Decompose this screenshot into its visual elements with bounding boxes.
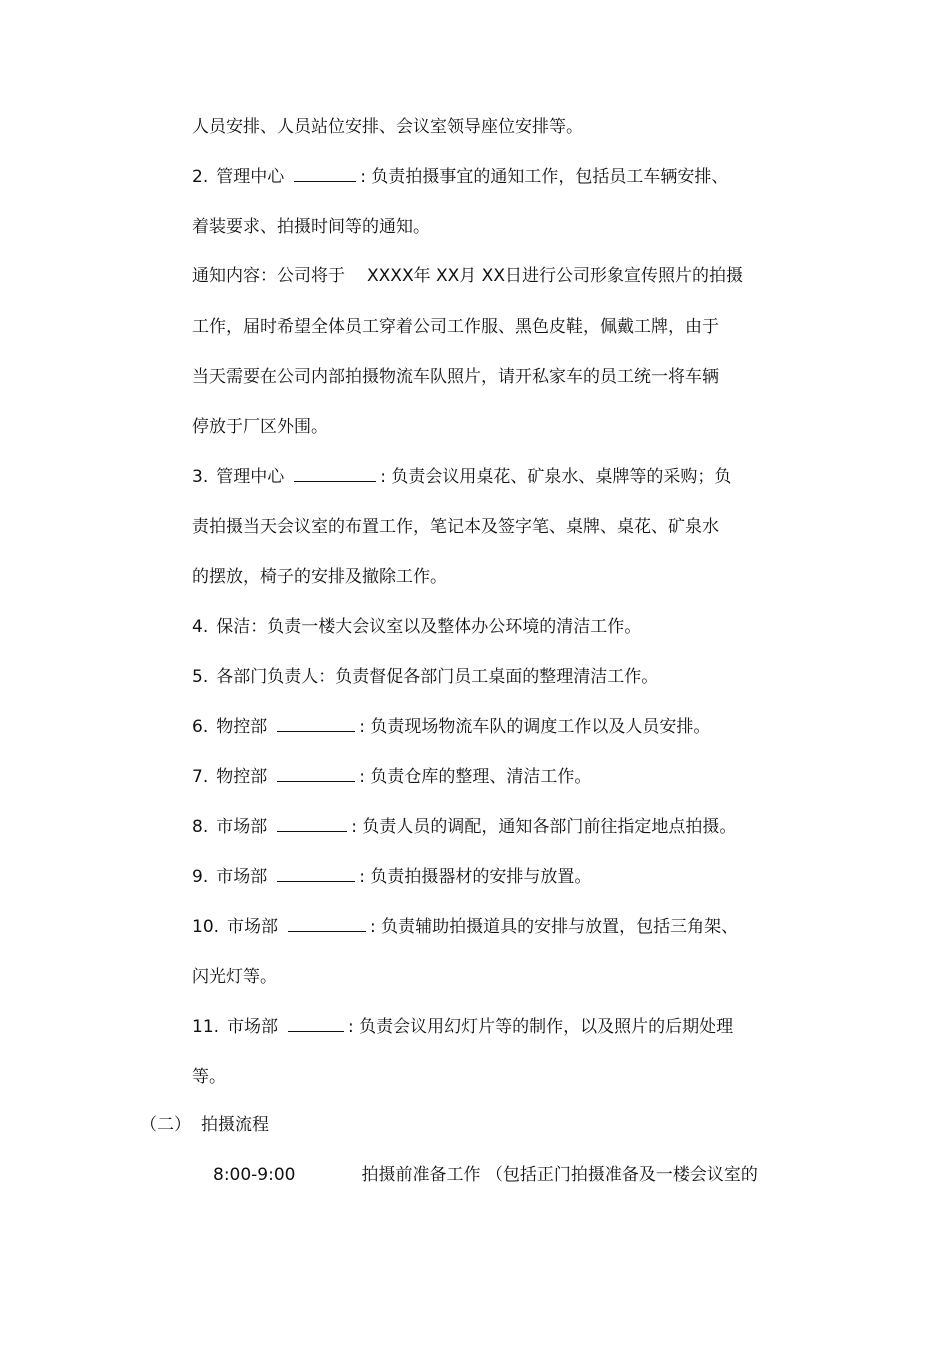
text-line [192,265,743,287]
item-text: : 负责现场物流车队的调度工作以及人员安排。 [359,717,711,737]
text-line [192,416,328,438]
item-number: 8. [192,817,209,837]
list-item-4 [192,616,641,638]
item-text: 各部门负责人：负责督促各部门员工桌面的整理清洁工作。 [216,667,659,687]
text-line [192,316,719,338]
item-dept: 管理中心 [216,467,285,487]
list-item-7 [192,766,591,788]
text-line [192,516,719,538]
text-span: 的摆放，椅子的安排及撤除工作。 [192,567,447,587]
fill-blank [288,917,366,932]
text-span: 停放于厂区外围。 [192,417,328,437]
fill-blank [277,867,355,882]
text-span: 工作，届时希望全体员工穿着公司工作服、黑色皮鞋，佩戴工牌，由于 [192,317,719,337]
text-span: 等。 [192,1067,226,1087]
schedule-time: 8:00-9:00 [213,1165,296,1185]
schedule-row [213,1164,758,1186]
item-text: : 负责拍摄事宜的通知工作，包括员工车辆安排、 [360,167,729,187]
item-dept: 物控部 [216,717,268,737]
list-item-5 [192,666,658,688]
fill-blank [294,167,356,182]
item-number: 9. [192,867,209,887]
text-line [192,1066,226,1088]
text-span: XXXX年 XX月 XX日进行公司形象宣传照片的拍摄 [367,266,743,286]
item-number: 7. [192,767,209,787]
item-text: : 负责人员的调配，通知各部门前往指定地点拍摄。 [351,817,737,837]
text-span: 着装要求、拍摄时间等的通知。 [192,217,430,237]
text-span: 当天需要在公司内部拍摄物流车队照片，请开私家车的员工统一将车辆 [192,367,719,387]
item-dept: 市场部 [227,1017,279,1037]
item-text: : 负责拍摄器材的安排与放置。 [359,867,592,887]
item-number: 11. [192,1017,220,1037]
text-span: 闪光灯等。 [192,967,277,987]
item-number: 6. [192,717,209,737]
text-line [192,366,719,388]
item-text: : 负责仓库的整理、清洁工作。 [359,767,592,787]
section-heading [140,1114,269,1136]
list-item-11 [192,1016,733,1038]
list-item-2 [192,166,728,188]
item-text: : 负责会议用幻灯片等的制作，以及照片的后期处理 [348,1017,734,1037]
item-text: : 负责会议用桌花、矿泉水、桌牌等的采购；负 [380,467,732,487]
item-text: 保洁：负责一楼大会议室以及整体办公环境的清洁工作。 [216,617,642,637]
fill-blank [277,817,347,832]
text-line [192,216,430,238]
text-span: 通知内容：公司将于 [192,266,345,286]
item-number: 5. [192,667,209,687]
text-span: 人员安排、人员站位安排、会议室领导座位安排等。 [192,117,583,137]
item-dept: 物控部 [216,767,268,787]
list-item-8 [192,816,736,838]
text-span: 责拍摄当天会议室的布置工作，笔记本及签字笔、桌牌、桌花、矿泉水 [192,517,719,537]
text-line [192,116,583,138]
item-dept: 市场部 [216,867,268,887]
fill-blank [288,1017,344,1032]
item-number: 10. [192,917,220,937]
fill-blank [294,467,376,482]
text-line [192,566,447,588]
section-title: 拍摄流程 [201,1115,269,1135]
item-dept: 市场部 [227,917,279,937]
fill-blank [277,717,355,732]
schedule-text: 拍摄前准备工作 （包括正门拍摄准备及一楼会议室的 [361,1165,758,1185]
item-number: 3. [192,467,209,487]
section-number: （二） [140,1115,191,1135]
fill-blank [277,767,355,782]
text-line [192,966,277,988]
list-item-10 [192,916,738,938]
item-dept: 管理中心 [216,167,285,187]
list-item-6 [192,716,710,738]
item-number: 2. [192,167,209,187]
item-number: 4. [192,617,209,637]
list-item-3 [192,466,731,488]
list-item-9 [192,866,591,888]
item-text: : 负责辅助拍摄道具的安排与放置，包括三角架、 [370,917,739,937]
item-dept: 市场部 [216,817,268,837]
